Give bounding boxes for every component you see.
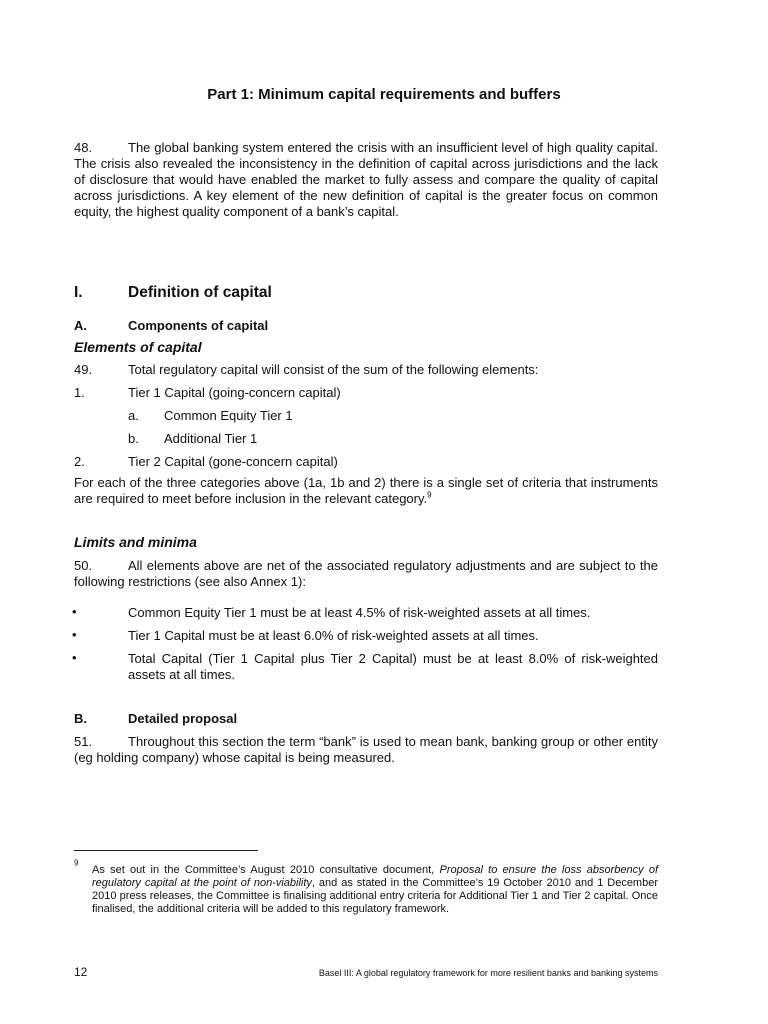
list-item: Tier 1 Capital (going-concern capital) xyxy=(128,385,341,400)
list-item: Tier 2 Capital (gone-concern capital) xyxy=(128,454,338,469)
paragraph-50 xyxy=(74,558,658,590)
footnote-marker: 9 xyxy=(74,858,79,868)
criteria-paragraph xyxy=(74,475,658,507)
paragraph-text: Throughout this section the term “bank” is used to mean bank, banking group or other entity (eg holding company) whose capital is being measured. xyxy=(74,734,658,765)
criteria-text: For each of the three categories above (1a, 1b and 2) there is a single set of criteria that instruments are required to meet before inclusion in the relevant category. xyxy=(74,475,658,506)
list-letter: a. xyxy=(128,408,139,423)
page-number: 12 xyxy=(74,965,88,979)
limits-heading: Limits and minima xyxy=(74,534,197,550)
bullet-symbol: • xyxy=(72,650,77,665)
paragraph-number: 50. xyxy=(74,558,93,573)
list-item: Common Equity Tier 1 xyxy=(164,408,293,423)
list-number: 2. xyxy=(74,454,85,469)
subsection-number: A. xyxy=(74,318,87,333)
paragraph-number: 49. xyxy=(74,362,93,377)
footer-document-title: Basel III: A global regulatory framework for more resilient banks and banking systems xyxy=(318,968,658,978)
bullet-symbol: • xyxy=(72,627,77,642)
paragraph-number: 51. xyxy=(74,734,93,749)
list-number: 1. xyxy=(74,385,85,400)
bullet-symbol: • xyxy=(72,604,77,619)
bullet-item: Total Capital (Tier 1 Capital plus Tier 2 Capital) must be at least 8.0% of risk-weighted assets at all times. xyxy=(128,651,658,682)
footnote-text-start: As set out in the Committee’s August 2010 consultative document, xyxy=(92,864,440,876)
list-item: Additional Tier 1 xyxy=(164,431,258,446)
footnote-number xyxy=(74,858,79,874)
page-title: Part 1: Minimum capital requirements and buffers xyxy=(207,86,561,103)
bullet-item: Common Equity Tier 1 must be at least 4.5% of risk-weighted assets at all times. xyxy=(128,605,591,620)
paragraph-51 xyxy=(74,734,658,766)
paragraph-48 xyxy=(74,140,658,220)
paragraph-text: The global banking system entered the crisis with an insufficient level of high quality capital. The crisis also revealed the inconsistency in the definition of capital across jurisdictions and the lack of disclosure that would have enabled the market to fully assess and compare the quality of capital across jurisdictions. A key element of the new definition of capital is the greater focus on common equity, the highest quality component of a bank’s capital. xyxy=(74,140,658,219)
paragraph-49-text: Total regulatory capital will consist of the sum of the following elements: xyxy=(128,362,539,377)
footnote xyxy=(92,864,658,916)
bullet-item: Tier 1 Capital must be at least 6.0% of risk-weighted assets at all times. xyxy=(128,628,539,643)
section-heading: Definition of capital xyxy=(128,284,272,301)
subsection-heading: Detailed proposal xyxy=(128,711,238,726)
elements-heading: Elements of capital xyxy=(74,339,202,355)
list-letter: b. xyxy=(128,431,139,446)
paragraph-number: 48. xyxy=(74,140,93,155)
subsection-heading: Components of capital xyxy=(128,318,269,333)
section-number: I. xyxy=(74,284,83,301)
subsection-number: B. xyxy=(74,711,87,726)
footnote-divider xyxy=(74,850,258,851)
footnote-text-end: , and as stated in the Committee’s 19 October 2010 and 1 December 2010 press releases, the Committee is finalising additional entry criteria for Additional Tier 1 and Tier 2 capital. Once finalised, the additional criteria will be added to this regulatory framework. xyxy=(92,877,658,915)
footnote-document-title: Proposal to ensure the loss absorbency of regulatory capital at the point of non-viability xyxy=(92,864,658,889)
paragraph-text: All elements above are net of the associated regulatory adjustments and are subject to the following restrictions (see also Annex 1): xyxy=(74,558,658,589)
footnote-reference: 9 xyxy=(427,490,432,500)
